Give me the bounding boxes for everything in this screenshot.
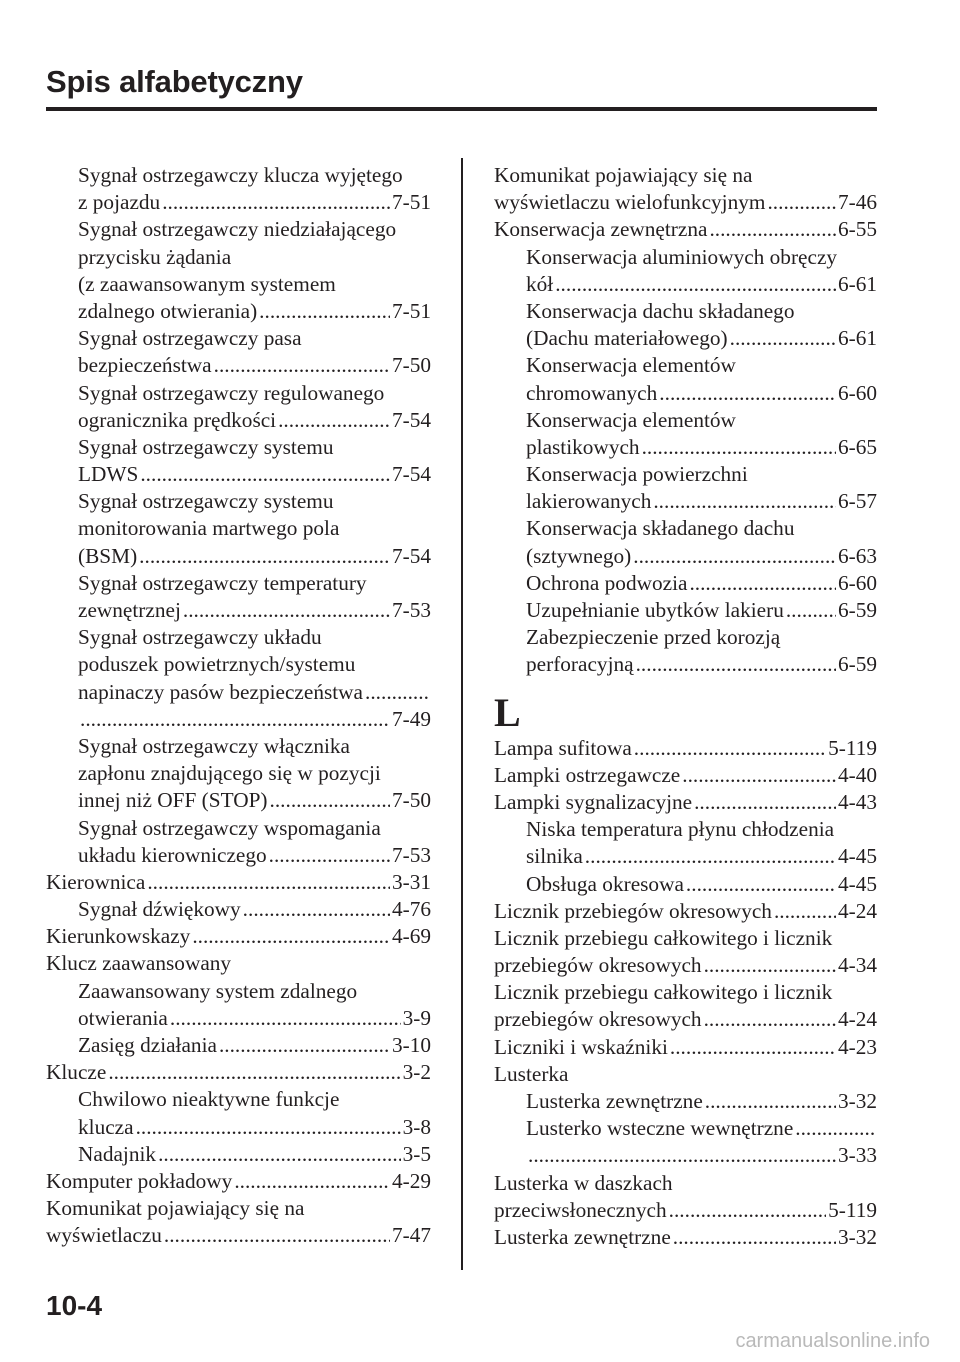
index-entry-text: przeciwsłonecznych <box>494 1197 667 1222</box>
dot-leader <box>243 896 390 923</box>
dot-leader <box>767 189 835 216</box>
index-entry-text: Lusterka zewnętrzne <box>494 1224 671 1249</box>
index-entry-page: 6-65 <box>837 434 877 459</box>
index-entry <box>494 380 877 407</box>
index-entry-page: 6-57 <box>837 489 877 514</box>
index-entry-page: 3-10 <box>391 1033 431 1057</box>
index-entry: Komunikat pojawiający się na <box>494 163 753 187</box>
index-entry-text: Kierownica <box>46 869 146 894</box>
dot-leader <box>528 1142 836 1169</box>
index-entry-text: Komputer pokładowy <box>46 1168 233 1193</box>
index-entry: Konserwacja składanego dachu <box>526 516 795 541</box>
index-entry: monitorowania martwego pola <box>78 516 340 541</box>
index-entry: Konserwacja dachu składanego <box>526 298 795 323</box>
section-letter: L <box>494 689 521 735</box>
index-entry-page: 7-46 <box>837 190 877 215</box>
index-entry <box>494 871 877 898</box>
index-entry-page: 4-45 <box>837 871 877 896</box>
dot-leader <box>704 952 836 979</box>
index-entry: Konserwacja powierzchni <box>526 462 748 487</box>
index-entry-page: 7-50 <box>391 353 431 378</box>
index-entry-page: 7-50 <box>391 788 431 813</box>
watermark: carmanualsonline.info <box>735 1330 930 1352</box>
dot-leader <box>555 271 836 298</box>
index-entry <box>494 1088 877 1115</box>
index-entry-page: 6-59 <box>837 598 877 622</box>
index-entry-page: 6-63 <box>837 543 877 568</box>
index-entry <box>494 543 877 570</box>
index-list-right-bottom <box>494 735 877 1252</box>
index-entry: przycisku żądania <box>78 244 232 269</box>
dot-leader <box>108 1059 400 1086</box>
dot-leader <box>673 1224 836 1251</box>
dot-leader <box>278 407 390 434</box>
index-entry: Sygnał ostrzegawczy systemu <box>78 434 334 459</box>
index-entry-page: 6-59 <box>837 652 877 677</box>
index-entry-page: 3-31 <box>391 869 431 894</box>
index-entry: Sygnał ostrzegawczy układu <box>78 625 322 650</box>
index-entry <box>494 189 877 216</box>
dot-leader <box>139 543 390 570</box>
index-entry-page: 3-5 <box>402 1141 431 1166</box>
index-entry: Klucz zaawansowany <box>46 951 232 976</box>
index-entry-page: 3-2 <box>402 1060 431 1085</box>
index-entry-text: LDWS <box>78 462 139 487</box>
index-column-left <box>46 162 431 1250</box>
index-entry-page: 7-51 <box>391 298 431 323</box>
index-entry-text: Lampa sufitowa <box>494 735 632 760</box>
index-entry <box>494 597 877 624</box>
index-entry-text: Licznik przebiegów okresowych <box>494 898 772 923</box>
index-entry <box>494 488 877 515</box>
index-entry-page: 6-55 <box>837 217 877 242</box>
dot-leader <box>653 488 836 515</box>
index-entry <box>46 543 431 570</box>
index-entry <box>494 1115 877 1142</box>
index-entry-text: Obsługa okresowa <box>526 871 684 896</box>
dot-leader <box>270 787 390 814</box>
index-entry <box>494 271 877 298</box>
index-entry-text: z pojazdu <box>78 190 161 215</box>
index-entry-page: 6-61 <box>837 326 877 351</box>
index-entry-page: 7-54 <box>391 543 431 568</box>
index-entry: Sygnał ostrzegawczy wspomagania <box>78 815 381 840</box>
index-entry: Lusterka w daszkach <box>494 1170 673 1195</box>
index-entry-text: otwierania <box>78 1005 168 1030</box>
index-entry <box>46 461 431 488</box>
index-entry <box>494 434 877 461</box>
dot-leader <box>670 1034 836 1061</box>
dot-leader <box>686 871 836 898</box>
index-entry <box>494 570 877 597</box>
index-entry-text: zewnętrznej <box>78 598 181 622</box>
index-entry: Zabezpieczenie przed korozją <box>526 625 781 650</box>
dot-leader <box>259 298 390 325</box>
index-entry: Komunikat pojawiający się na <box>46 1196 305 1221</box>
page-number: 10-4 <box>46 1290 103 1321</box>
index-entry <box>46 1114 431 1141</box>
index-entry <box>494 216 877 243</box>
index-entry: Licznik przebiegu całkowitego i licznik <box>494 980 833 1005</box>
index-entry-text: Lusterka zewnętrzne <box>526 1089 703 1113</box>
index-entry-text: innej niż OFF (STOP) <box>78 788 268 813</box>
index-entry: Chwilowo nieaktywne funkcje <box>78 1087 340 1112</box>
index-entry-page: 4-23 <box>837 1034 877 1059</box>
page-header-title: Spis alfabetyczny <box>46 64 303 99</box>
index-entry <box>494 762 877 789</box>
index-entry: Sygnał ostrzegawczy temperatury <box>78 570 367 595</box>
dot-leader <box>183 597 390 624</box>
index-entry-text: klucza <box>78 1114 134 1139</box>
index-entry-page: 3-9 <box>402 1005 431 1030</box>
index-entry-text: układu kierowniczego <box>78 842 267 867</box>
index-entry <box>46 1059 431 1086</box>
dot-leader <box>234 1168 390 1195</box>
index-entry-text: chromowanych <box>526 380 658 405</box>
index-entry <box>46 787 431 814</box>
index-entry-text: Lusterko wsteczne wewnętrzne <box>526 1116 794 1141</box>
dot-leader <box>219 1032 390 1059</box>
dot-leader <box>164 1222 390 1249</box>
index-entry-page: 4-29 <box>391 1168 431 1193</box>
index-entry: Zaawansowany system zdalnego <box>78 978 358 1003</box>
dot-leader <box>140 461 390 488</box>
index-entry-text: Uzupełnianie ubytków lakieru <box>526 598 784 622</box>
index-entry <box>46 189 431 216</box>
index-entry-text: wyświetlaczu <box>46 1223 162 1248</box>
index-entry-text: perforacyjną <box>526 652 634 677</box>
index-entry-page: 5-119 <box>828 1197 877 1222</box>
index-entry-text: ogranicznika prędkości <box>78 407 277 432</box>
index-entry-text: kół <box>526 271 554 296</box>
index-entry <box>46 842 431 869</box>
index-entry-text: Nadajnik <box>78 1141 157 1166</box>
index-entry: Konserwacja aluminiowych obręczy <box>526 244 838 269</box>
index-entry <box>494 898 877 925</box>
dot-leader <box>162 189 390 216</box>
dot-leader <box>774 898 836 925</box>
dot-leader <box>634 735 826 762</box>
dot-leader <box>585 843 836 870</box>
index-entry-text: Ochrona podwozia <box>526 570 688 595</box>
dot-leader <box>365 679 429 706</box>
index-entry-text: Lampki sygnalizacyjne <box>494 789 693 814</box>
index-entry-page: 7-54 <box>391 462 431 487</box>
index-entry-page: 4-34 <box>837 953 877 978</box>
index-entry-page: 6-60 <box>837 380 877 405</box>
index-entry: Konserwacja elementów <box>526 407 736 432</box>
index-entry-page: 3-32 <box>837 1224 877 1249</box>
index-entry-page: 7-47 <box>391 1223 431 1248</box>
index-entry: Lusterka <box>494 1061 569 1086</box>
index-entry <box>46 1141 431 1168</box>
index-entry <box>494 843 877 870</box>
index-entry-text: Klucze <box>46 1060 107 1085</box>
dot-leader <box>192 923 390 950</box>
index-list-right-top <box>494 162 877 679</box>
dot-leader <box>170 1005 401 1032</box>
index-entry <box>46 298 431 325</box>
index-entry-text: Liczniki i wskaźniki <box>494 1034 668 1059</box>
dot-leader <box>705 1088 836 1115</box>
index-entry <box>494 325 877 352</box>
index-entry <box>494 651 877 678</box>
index-entry <box>46 679 431 706</box>
index-entry: Sygnał ostrzegawczy włącznika <box>78 733 351 758</box>
index-entry <box>494 789 877 816</box>
index-entry <box>46 1032 431 1059</box>
index-entry: (z zaawansowanym systemem <box>78 271 336 296</box>
index-entry-text: Zasięg działania <box>78 1033 217 1057</box>
dot-leader <box>786 597 836 624</box>
index-entry <box>46 923 431 950</box>
dot-leader <box>795 1115 875 1142</box>
index-entry-text: wyświetlaczu wielofunkcyjnym <box>494 190 766 215</box>
index-entry-page: 6-61 <box>837 271 877 296</box>
index-entry-page: 4-43 <box>837 789 877 814</box>
index-entry-text: bezpieczeństwa <box>78 353 212 378</box>
dot-leader <box>730 325 836 352</box>
dot-leader <box>694 789 836 816</box>
index-entry-text: plastikowych <box>526 434 640 459</box>
index-entry-text: przebiegów okresowych <box>494 953 702 978</box>
dot-leader <box>704 1006 836 1033</box>
index-entry <box>46 1168 431 1195</box>
index-entry-text: (Dachu materiałowego) <box>526 326 728 351</box>
index-entry-page: 7-51 <box>391 190 431 215</box>
index-entry-text: Konserwacja zewnętrzna <box>494 217 708 242</box>
header-rule <box>46 107 877 111</box>
dot-leader <box>642 434 836 461</box>
dot-leader <box>689 570 836 597</box>
index-entry: Sygnał ostrzegawczy regulowanego <box>78 380 385 405</box>
index-entry-text: (sztywnego) <box>526 543 632 568</box>
index-entry <box>46 896 431 923</box>
index-entry <box>494 1197 877 1224</box>
index-entry-text: (BSM) <box>78 543 138 568</box>
index-entry-text: Kierunkowskazy <box>46 924 191 949</box>
index-entry <box>494 1224 877 1251</box>
index-entry-page: 6-60 <box>837 570 877 595</box>
index-entry-page: 4-40 <box>837 762 877 787</box>
index-entry-page: 7-54 <box>391 407 431 432</box>
index-entry-page: 4-24 <box>837 898 877 923</box>
index-entry: Konserwacja elementów <box>526 353 736 378</box>
index-entry-page: 3-8 <box>402 1114 431 1139</box>
index-entry-page: 5-119 <box>828 735 877 760</box>
dot-leader <box>633 543 836 570</box>
index-entry <box>46 706 431 733</box>
index-entry-text: silnika <box>526 844 583 869</box>
index-entry <box>494 1006 877 1033</box>
index-entry: Sygnał ostrzegawczy pasa <box>78 326 302 351</box>
index-entry <box>46 869 431 896</box>
index-entry: Sygnał ostrzegawczy klucza wyjętego <box>78 163 403 187</box>
index-entry-page: 4-76 <box>391 897 431 922</box>
index-entry <box>46 597 431 624</box>
dot-leader <box>269 842 390 869</box>
index-entry <box>494 1034 877 1061</box>
index-entry <box>46 1222 431 1249</box>
index-entry <box>494 952 877 979</box>
dot-leader <box>636 651 836 678</box>
index-entry <box>46 1005 431 1032</box>
dot-leader <box>709 216 836 243</box>
dot-leader <box>80 706 390 733</box>
index-entry: Sygnał ostrzegawczy niedziałającego <box>78 217 397 242</box>
index-column-right <box>494 162 877 1251</box>
index-entry-text: napinaczy pasów bezpieczeństwa <box>78 679 364 704</box>
dot-leader <box>158 1141 401 1168</box>
index-entry-text: przebiegów okresowych <box>494 1007 702 1032</box>
dot-leader <box>659 380 836 407</box>
index-entry: Licznik przebiegu całkowitego i licznik <box>494 925 833 950</box>
index-entry-page: 4-45 <box>837 844 877 869</box>
index-entry-page: 7-53 <box>391 842 431 867</box>
index-entry-text: lakierowanych <box>526 489 652 514</box>
column-divider <box>461 158 463 1270</box>
index-entry-text: Lampki ostrzegawcze <box>494 762 681 787</box>
index-entry-page: 3-33 <box>837 1143 877 1168</box>
index-entry: Sygnał ostrzegawczy systemu <box>78 489 334 514</box>
index-entry <box>46 407 431 434</box>
index-entry-text: zdalnego otwierania) <box>78 298 258 323</box>
index-entry-page: 7-53 <box>391 598 431 622</box>
index-entry: Niska temperatura płynu chłodzenia <box>526 817 835 842</box>
dot-leader <box>147 869 390 896</box>
dot-leader <box>136 1114 401 1141</box>
index-entry-text: Sygnał dźwiękowy <box>78 897 241 922</box>
index-entry: poduszek powietrznych/systemu <box>78 652 356 677</box>
index-entry <box>494 735 877 762</box>
index-entry-page: 7-49 <box>391 706 431 731</box>
index-entry-page: 4-69 <box>391 924 431 949</box>
index-entry-page: 4-24 <box>837 1007 877 1032</box>
index-entry <box>46 352 431 379</box>
index-entry-page: 3-32 <box>837 1089 877 1113</box>
dot-leader <box>214 352 390 379</box>
dot-leader <box>682 762 836 789</box>
index-entry <box>494 1142 877 1169</box>
dot-leader <box>669 1197 826 1224</box>
index-entry: zapłonu znajdującego się w pozycji <box>78 761 381 786</box>
